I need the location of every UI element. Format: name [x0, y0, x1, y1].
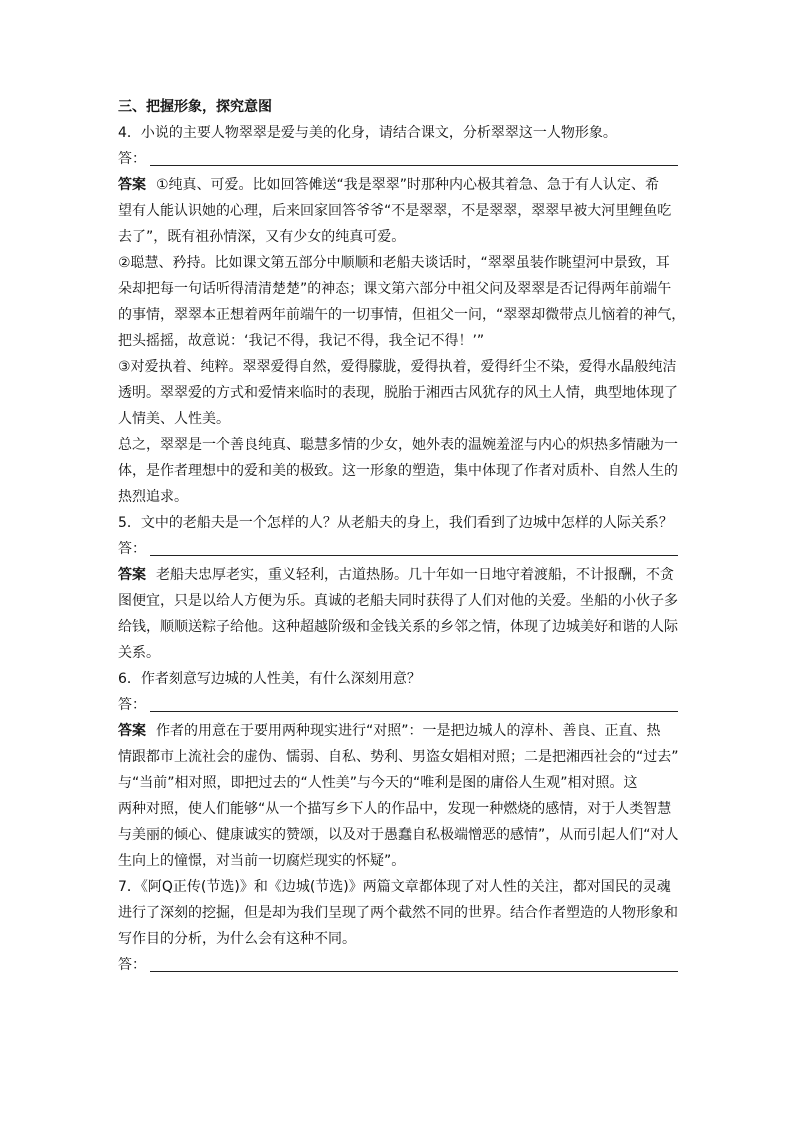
answer-blank-4[interactable]	[118, 146, 678, 172]
answer-line: 望有人能认识她的心理，后来回家回答爷爷“不是翠翠，不是翠翠，翠翠早被大河里鲤鱼吃	[118, 203, 672, 219]
answer-line: 给钱，顺顺送粽子给他。这种超越阶级和金钱关系的乡邻之情，体现了边城美好和谐的人际	[118, 619, 678, 635]
question-5: 5．文中的老船夫是一个怎样的人？从老船夫的身上，我们看到了边城中怎样的人际关系？	[118, 515, 673, 531]
answer-line: 图便宜，只是以给人方便为乐。真诚的老船夫同时获得了人们对他的关爱。坐船的小伙子多	[118, 593, 678, 609]
answer-line: 把头摇摇，故意说：‘我记不得，我记不得，我全记不得！’”	[118, 333, 485, 349]
answer-line: ①纯真、可爱。比如回答傩送“我是翠翠”时那种内心极其着急、急于有人认定、希	[156, 177, 660, 193]
answer-line: 热烈追求。	[118, 489, 188, 505]
answer-line: 透明。翠翠爱的方式和爱情来临时的表现，脱胎于湘西古风犹存的风土人情，典型地体现了	[118, 385, 678, 401]
answer-line: 体，是作者理想中的爱和美的极致。这一形象的塑造，集中体现了作者对质朴、自然人生的	[118, 463, 678, 479]
answer-underline	[150, 147, 678, 166]
answer-underline	[150, 953, 678, 972]
question-line: 进行了深刻的挖掘，但是却为我们呈现了两个截然不同的世界。结合作者塑造的人物形象和	[118, 905, 678, 921]
answer-line: 作者的用意在于要用两种现实进行“对照”：一是把边城人的淳朴、善良、正直、热	[156, 723, 661, 739]
answer-5	[118, 562, 678, 666]
answer-label: 答案	[118, 177, 146, 193]
answer-label: 答案	[118, 723, 146, 739]
answer-blank-6[interactable]	[118, 692, 678, 718]
document-page	[118, 94, 686, 978]
answer-line: 朵却把每一句话听得清清楚楚”的神态；课文第六部分中祖父问及翠翠是否记得两年前端午	[118, 281, 672, 297]
answer-line: 老船夫忠厚老实，重义轻利，古道热肠。几十年如一日地守着渡船，不计报酬，不贪	[156, 567, 674, 583]
answer-blank-5[interactable]	[118, 536, 678, 562]
answer-6	[118, 718, 678, 874]
answer-blank-7[interactable]	[118, 952, 678, 978]
answer-4	[118, 172, 686, 510]
question-line: 7．《阿Q正传(节选)》和《边城(节选)》两篇文章都体现了对人性的关注，都对国民的灵魂	[118, 879, 671, 895]
answer-line: 与“当前”相对照，即把过去的“人性美”与今天的“唯利是图的庸俗人生观”相对照。这	[118, 775, 638, 791]
answer-line: 情跟都市上流社会的虚伪、懦弱、自私、势利、男盗女娼相对照；二是把湘西社会的“过去”	[118, 749, 679, 765]
answer-line: 生向上的憧憬，对当前一切腐烂现实的怀疑”。	[118, 853, 406, 869]
question-7	[118, 874, 678, 952]
answer-prefix: 答：	[118, 541, 146, 557]
answer-label: 答案	[118, 567, 146, 583]
question-4: 4．小说的主要人物翠翠是爱与美的化身，请结合课文，分析翠翠这一人物形象。	[118, 125, 617, 141]
answer-line: 两种对照，使人们能够“从一个描写乡下人的作品中，发现一种燃烧的感情，对于人类智慧	[118, 801, 672, 817]
answer-prefix: 答：	[118, 957, 146, 973]
answer-line: ③对爱执着、纯粹。翠翠爱得自然，爱得朦胧，爱得执着，爱得纤尘不染，爱得水晶般纯洁	[118, 359, 677, 375]
answer-prefix: 答：	[118, 697, 146, 713]
answer-line: 人情美、人性美。	[118, 411, 230, 427]
answer-line: 总之，翠翠是一个善良纯真、聪慧多情的少女，她外表的温婉羞涩与内心的炽热多情融为一	[118, 437, 678, 453]
answer-prefix: 答：	[118, 151, 146, 167]
answer-underline	[150, 693, 678, 712]
question-6: 6．作者刻意写边城的人性美，有什么深刻用意？	[118, 671, 421, 687]
answer-line: 去了”，既有祖孙情深，又有少女的纯真可爱。	[118, 229, 406, 245]
answer-line: 关系。	[118, 645, 160, 661]
answer-line: 与美丽的倾心、健康诚实的赞颂，以及对于愚蠢自私极端憎恶的感情”，从而引起人们“对人	[118, 827, 679, 843]
question-line: 写作目的分析，为什么会有这种不同。	[118, 931, 356, 947]
answer-underline	[150, 537, 678, 556]
answer-line: 的事情，翠翠本正想着两年前端午的一切事情，但祖父一问，“翠翠却微带点儿恼着的神气，	[118, 307, 686, 323]
section-title: 三、把握形象，探究意图	[118, 99, 272, 115]
answer-line: ②聪慧、矜持。比如课文第五部分中顺顺和老船夫谈话时，“翠翠虽装作眺望河中景致，耳	[118, 255, 670, 271]
